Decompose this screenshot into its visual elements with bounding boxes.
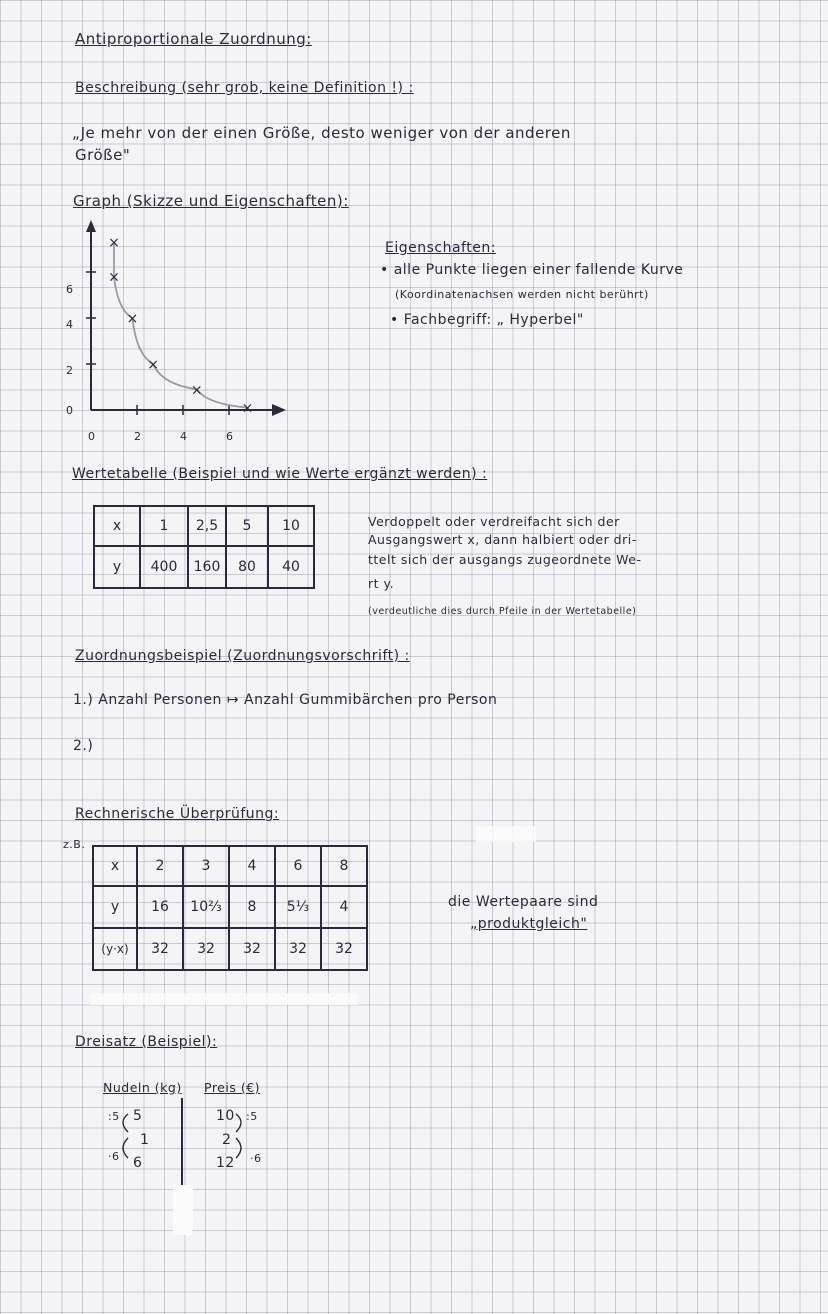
- x-tick-2: 2: [134, 430, 142, 443]
- y-tick-0: 0: [66, 404, 74, 417]
- wt-y-2: 160: [188, 546, 226, 588]
- zb-label: z.B.: [63, 838, 86, 851]
- rt-p-4: 32: [275, 928, 321, 970]
- rt-y-1: 16: [137, 886, 183, 928]
- y-tick-2: 2: [66, 364, 74, 377]
- rt-p-5: 32: [321, 928, 367, 970]
- wt-y-label: y: [94, 546, 140, 588]
- quote-line-1: „Je mehr von der einen Größe, desto weniger von der anderen: [72, 124, 571, 142]
- data-point-cross-icon: ×: [241, 400, 254, 417]
- paper-patch: [90, 993, 358, 1005]
- rt-y-2: 10⅔: [183, 886, 229, 928]
- zuordnung-heading: Zuordnungsbeispiel (Zuordnungsvorschrift) :: [75, 648, 410, 664]
- quote-line-2: Größe": [75, 146, 131, 164]
- eigenschaften-item-1-note: (Koordinatenachsen werden nicht berührt): [395, 288, 649, 301]
- wt-x-label: x: [94, 506, 140, 546]
- dreisatz-left-arrows: [110, 1108, 170, 1178]
- wt-note-5: (verdeutliche dies durch Pfeile in der Wertetabelle): [368, 606, 637, 617]
- rechnerisch-note-2: „produktgleich": [470, 916, 588, 932]
- dreisatz-left-1: 5: [133, 1108, 143, 1124]
- dreisatz-right-op-1: :5: [246, 1110, 258, 1123]
- graph-heading: Graph (Skizze und Eigenschaften):: [73, 192, 349, 210]
- rt-p-label: (y·x): [93, 928, 137, 970]
- rt-x-2: 3: [183, 846, 229, 886]
- table-row: [94, 506, 314, 546]
- sticker-mark: [173, 1185, 193, 1235]
- data-point-cross-icon: ×: [108, 235, 120, 252]
- paper-patch: [476, 826, 536, 842]
- table-row: [93, 886, 367, 928]
- wt-note-3: ttelt sich der ausgangs zugeordnete We-: [368, 552, 642, 567]
- rt-x-3: 4: [229, 846, 275, 886]
- data-point-cross-icon: ×: [147, 357, 159, 373]
- dreisatz-col-1: Nudeln (kg): [103, 1080, 182, 1095]
- rt-p-2: 32: [183, 928, 229, 970]
- rechnerisch-heading: Rechnerische Überprüfung:: [75, 806, 280, 822]
- wt-y-3: 80: [226, 546, 268, 588]
- x-axis-arrow-icon: [272, 404, 286, 416]
- rechnerisch-note-1: die Wertepaare sind: [448, 894, 599, 910]
- rt-y-5: 4: [321, 886, 367, 928]
- data-point-cross-icon: ×: [126, 311, 139, 327]
- zuordnung-example-2: 2.): [73, 738, 94, 754]
- table-row: [93, 928, 367, 970]
- y-axis-arrow-icon: [86, 220, 96, 232]
- beschreibung-heading: Beschreibung (sehr grob, keine Definition !) :: [75, 80, 414, 96]
- dreisatz-right-2: 2: [222, 1132, 232, 1148]
- wt-note-4: rt y.: [368, 576, 395, 591]
- page-title: Antiproportionale Zuordnung:: [75, 30, 312, 48]
- x-tick-6: 6: [226, 430, 234, 443]
- zuordnung-example-1: 1.) Anzahl Personen ↦ Anzahl Gummibärchen pro Person: [73, 692, 498, 708]
- x-tick-0: 0: [88, 430, 96, 443]
- wt-x-2: 2,5: [188, 506, 226, 546]
- data-point-cross-icon: ×: [108, 269, 120, 286]
- rechnerisch-table: [92, 845, 368, 971]
- dreisatz-left-2: 1: [140, 1132, 150, 1148]
- table-row: [93, 846, 367, 886]
- wt-x-3: 5: [226, 506, 268, 546]
- x-tick-4: 4: [180, 430, 188, 443]
- wt-y-1: 400: [140, 546, 188, 588]
- rt-x-label: x: [93, 846, 137, 886]
- dreisatz-left-op-2: ·6: [108, 1150, 120, 1163]
- dreisatz-right-3: 12: [216, 1155, 235, 1171]
- rt-y-3: 8: [229, 886, 275, 928]
- dreisatz-right-arrows: [232, 1108, 272, 1178]
- rt-p-1: 32: [137, 928, 183, 970]
- dreisatz-right-op-2: ·6: [250, 1152, 262, 1165]
- dreisatz-left-3: 6: [133, 1155, 143, 1171]
- wertetabelle-heading: Wertetabelle (Beispiel und wie Werte ergänzt werden) :: [72, 466, 488, 482]
- rt-x-1: 2: [137, 846, 183, 886]
- dreisatz-right-1: 10: [216, 1108, 235, 1124]
- wertetabelle-table: [93, 505, 315, 589]
- hyperbola-graph: [60, 218, 290, 438]
- rt-y-4: 5⅓: [275, 886, 321, 928]
- eigenschaften-title: Eigenschaften:: [385, 240, 496, 256]
- rt-y-label: y: [93, 886, 137, 928]
- wt-x-1: 1: [140, 506, 188, 546]
- y-tick-4: 4: [66, 318, 74, 331]
- wt-note-2: Ausgangswert x, dann halbiert oder dri-: [368, 532, 637, 547]
- rt-x-4: 6: [275, 846, 321, 886]
- dreisatz-left-op-1: :5: [108, 1110, 120, 1123]
- dreisatz-col-2: Preis (€): [204, 1080, 261, 1095]
- rt-x-5: 8: [321, 846, 367, 886]
- wt-note-1: Verdoppelt oder verdreifacht sich der: [368, 514, 620, 529]
- wt-y-4: 40: [268, 546, 314, 588]
- y-tick-6: 6: [66, 283, 74, 296]
- rt-p-3: 32: [229, 928, 275, 970]
- table-row: [94, 546, 314, 588]
- wt-x-4: 10: [268, 506, 314, 546]
- eigenschaften-item-1: • alle Punkte liegen einer fallende Kurve: [380, 262, 684, 278]
- dreisatz-heading: Dreisatz (Beispiel):: [75, 1034, 218, 1050]
- eigenschaften-item-2: • Fachbegriff: „ Hyperbel": [390, 312, 584, 328]
- data-point-cross-icon: ×: [190, 382, 203, 399]
